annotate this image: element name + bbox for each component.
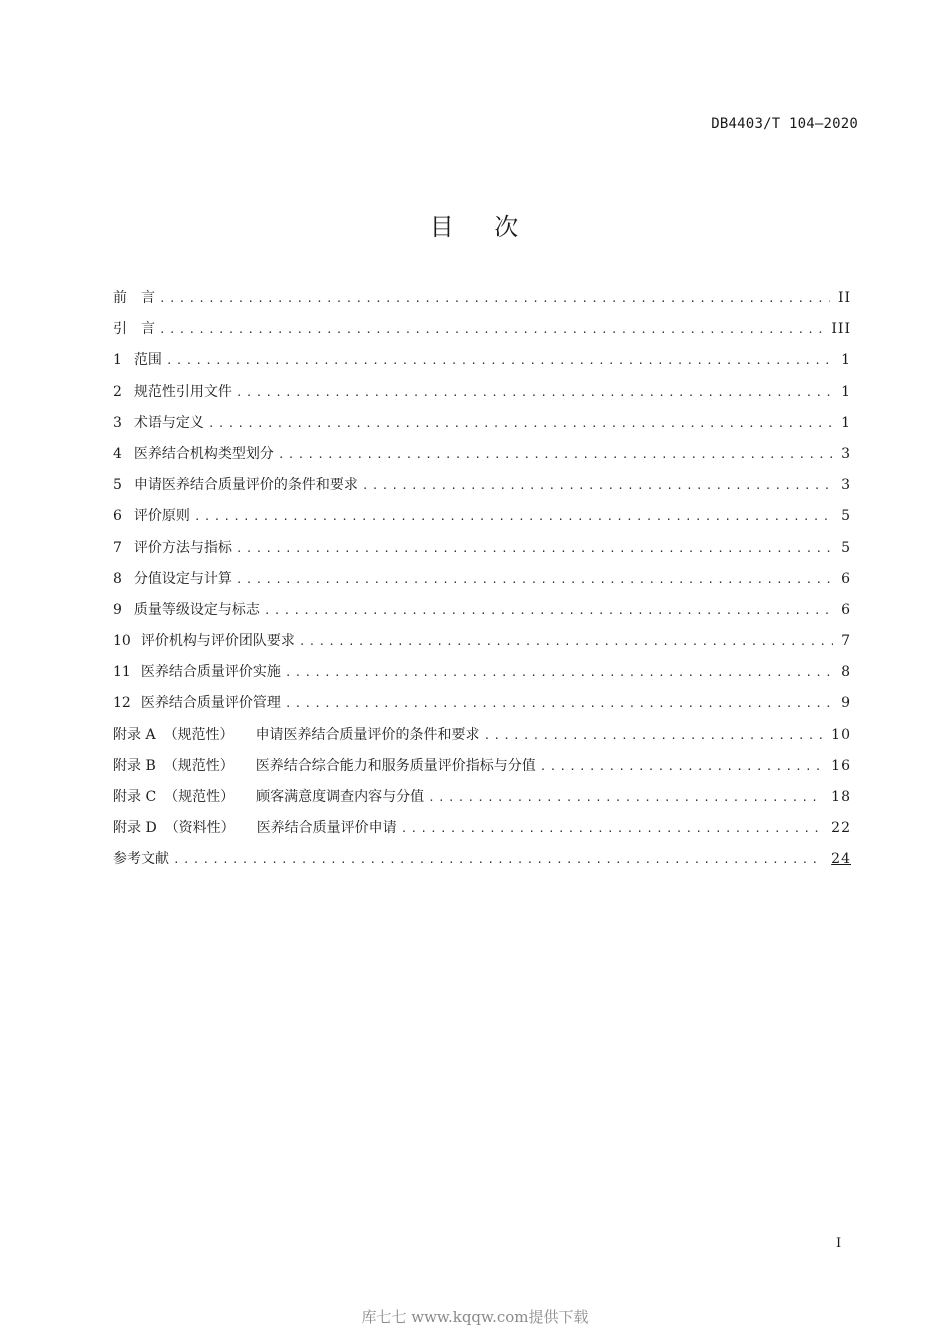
toc-entry-label: 引 言 xyxy=(113,321,155,338)
toc-entry-number: 12 xyxy=(113,695,131,712)
toc-leader-dots xyxy=(236,533,833,564)
toc-entry-label: 术语与定义 xyxy=(133,414,204,431)
toc-leader-dots xyxy=(166,345,833,376)
toc-leader-dots xyxy=(264,595,833,626)
toc-leader-dots xyxy=(285,657,833,688)
toc-leader-dots xyxy=(299,626,833,657)
toc-entry-number: 附录 B xyxy=(113,757,156,774)
download-watermark: 库七七 www.kqqw.com提供下载 xyxy=(361,1308,589,1326)
toc-entry-label: 医养结合质量评价实施 xyxy=(140,664,281,681)
toc-leader-dots xyxy=(401,813,823,844)
page-number: I xyxy=(836,1236,842,1251)
toc-leader-dots xyxy=(285,688,833,719)
toc-entry-introduction[interactable] xyxy=(113,314,851,345)
toc-entry-section-3[interactable] xyxy=(113,408,851,439)
toc-entry-kind: （规范性） xyxy=(163,726,234,743)
toc-entry-page: 6 xyxy=(841,601,851,618)
toc-entry-kind: （规范性） xyxy=(163,757,234,774)
toc-entry-label: 规范性引用文件 xyxy=(133,383,232,400)
toc-entry-number: 10 xyxy=(113,633,131,650)
toc-entry-label: 申请医养结合质量评价的条件和要求 xyxy=(133,477,358,494)
toc-entry-section-7[interactable] xyxy=(113,533,851,564)
toc-entry-label: 医养结合质量评价申请 xyxy=(256,820,397,837)
toc-entry-label: 前 言 xyxy=(113,290,155,306)
toc-entry-page: III xyxy=(831,321,851,338)
toc-entry-page: II xyxy=(837,290,851,306)
document-code: DB4403/T 104—2020 xyxy=(711,116,858,132)
toc-entry-page: 1 xyxy=(841,352,851,369)
toc-leader-dots xyxy=(159,314,823,345)
toc-entry-appendix-b[interactable] xyxy=(113,751,851,782)
toc-entry-number: 9 xyxy=(113,601,122,618)
toc-entry-page: 10 xyxy=(831,726,851,743)
toc-leader-dots xyxy=(540,751,823,782)
page-title: 目 次 xyxy=(429,213,521,241)
toc-leader-dots xyxy=(428,782,823,813)
toc-entry-number: 3 xyxy=(113,414,122,431)
toc-entry-section-4[interactable] xyxy=(113,439,851,470)
toc-entry-number: 6 xyxy=(113,508,122,525)
toc-leader-dots xyxy=(173,844,823,875)
toc-entry-label: 医养结合综合能力和服务质量评价指标与分值 xyxy=(255,757,536,774)
toc-entry-foreword[interactable] xyxy=(113,283,851,314)
toc-entry-page: 3 xyxy=(841,477,851,494)
toc-entry-page: 22 xyxy=(831,820,851,837)
toc-entry-page: 3 xyxy=(841,445,851,462)
toc-entry-label: 分值设定与计算 xyxy=(133,570,232,587)
toc-entry-label: 评价方法与指标 xyxy=(133,539,232,556)
toc-entry-label: 评价原则 xyxy=(133,508,190,525)
toc-entry-page: 5 xyxy=(841,539,851,556)
toc-leader-dots xyxy=(208,408,833,439)
toc-entry-page: 1 xyxy=(841,414,851,431)
toc-entry-number: 5 xyxy=(113,477,122,494)
toc-entry-number: 附录 C xyxy=(113,789,157,805)
toc-entry-page: 8 xyxy=(841,664,851,681)
toc-entry-section-1[interactable] xyxy=(113,345,851,376)
toc-entry-page: 1 xyxy=(841,383,851,400)
toc-entry-label: 申请医养结合质量评价的条件和要求 xyxy=(255,726,480,743)
toc-entry-section-11[interactable] xyxy=(113,657,851,688)
toc-entry-number: 7 xyxy=(113,539,122,556)
toc-entry-number: 附录 D xyxy=(113,820,157,837)
toc-entry-label: 医养结合机构类型划分 xyxy=(133,445,274,462)
toc-leader-dots xyxy=(194,501,833,532)
toc-entry-appendix-d[interactable] xyxy=(113,813,851,844)
toc-entry-page: 18 xyxy=(831,789,851,805)
toc-entry-section-10[interactable] xyxy=(113,626,851,657)
toc-entry-section-8[interactable] xyxy=(113,564,851,595)
toc-entry-kind: （资料性） xyxy=(164,820,235,837)
toc-entry-number: 4 xyxy=(113,445,122,462)
toc-entry-number: 附录 A xyxy=(113,726,156,743)
toc-entry-page: 7 xyxy=(841,633,851,650)
table-of-contents xyxy=(113,283,851,876)
toc-entry-section-5[interactable] xyxy=(113,470,851,501)
toc-entry-appendix-c[interactable] xyxy=(113,782,851,813)
toc-entry-page: 5 xyxy=(841,508,851,525)
toc-leader-dots xyxy=(362,470,833,501)
toc-leader-dots xyxy=(159,283,830,314)
toc-entry-page: 9 xyxy=(841,695,851,712)
toc-entry-label: 质量等级设定与标志 xyxy=(133,601,260,618)
toc-entry-page: 16 xyxy=(831,757,851,774)
toc-entry-page-link[interactable]: 24 xyxy=(831,851,851,868)
toc-entry-label: 顾客满意度调查内容与分值 xyxy=(256,789,425,805)
toc-leader-dots xyxy=(236,564,833,595)
toc-entry-number: 8 xyxy=(113,570,122,587)
toc-entry-label: 评价机构与评价团队要求 xyxy=(140,633,295,650)
toc-entry-section-9[interactable] xyxy=(113,595,851,626)
toc-leader-dots xyxy=(278,439,833,470)
toc-entry-page: 6 xyxy=(841,570,851,587)
toc-entry-section-6[interactable] xyxy=(113,501,851,532)
toc-entry-kind: （规范性） xyxy=(164,789,235,805)
toc-entry-number: 2 xyxy=(113,383,122,400)
toc-entry-number: 1 xyxy=(113,352,122,369)
toc-leader-dots xyxy=(484,720,824,751)
toc-entry-section-12[interactable] xyxy=(113,688,851,719)
toc-entry-number: 11 xyxy=(113,664,131,681)
toc-entry-label: 范围 xyxy=(133,352,162,369)
toc-leader-dots xyxy=(236,377,833,408)
toc-entry-section-2[interactable] xyxy=(113,377,851,408)
toc-entry-label: 医养结合质量评价管理 xyxy=(140,695,281,712)
toc-entry-label: 参考文献 xyxy=(113,851,169,868)
toc-entry-bibliography[interactable] xyxy=(113,844,851,875)
toc-entry-appendix-a[interactable] xyxy=(113,720,851,751)
